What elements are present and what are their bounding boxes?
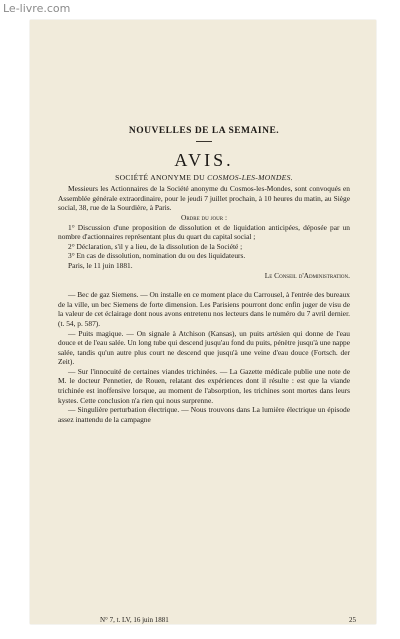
page-footer [100,616,356,624]
avis-heading: AVIS. [174,149,234,170]
news-item-trichina: — Sur l'innocuité de certaines viandes trichinées. — La Gazette médicale publie une note de M. le docteur Pennetier, de Rouen, relatant des expériences dont il résulte : est que la viande trichinée est inoffensive lorsque, au moment de l'absorption, les trichines sont mortes dans leurs kystes. Cette conclusion n'a rien qui nous surprenne. [58,366,350,405]
news-item-electric: — Singulière perturbation électrique. — Nous trouvons dans La lumière électrique un épisode assez inattendu de la campagne [58,405,350,424]
notice-date: Paris, le 11 juin 1881. [68,260,133,270]
spacer [58,280,350,290]
company-prefix: SOCIÉTÉ ANONYME DU [115,172,205,182]
agenda-item-1: 1° Discussion d'une proposition de dissolution et de liquidation anticipées, déposée par un nombre d'actionnaires représentant plus du quart du capital social ; [58,222,350,242]
issue-info: N° 7, t. LV, 16 juin 1881 [100,616,169,624]
news-item-magic-well: — Puits magique. — On signale à Atchison (Kansas), un puits artésien qui donne de l'eau douce et de l'eau salée. Un long tube qui descend jusqu'au fond du puits, pénètre jusqu'à une nappe salée, tandis qu'un autre plus court ne descend que jusqu'à une veine d'eau douce (Fortsch. der Zeit). [58,328,350,367]
company-name: COSMOS-LES-MONDES. [207,172,293,182]
news-item-gas-lamp: — Bec de gaz Siemens. — On installe en ce moment place du Carrousel, à l'entrée des bureaux de la ville, un bec Siemens de forte dimension. Les Parisiens pourront donc enfin juger de visu de la valeur de cet éclairage dont nous avons entretenu nos lecteurs dans le numéro du 7 avril dernier. (t. 54, p. 587). [58,290,350,328]
agenda-item-2: 2° Déclaration, s'il y a lieu, de la dissolution de la Société ; [68,241,243,251]
text-column [58,127,350,424]
watermark: Le-livre.com [3,2,71,15]
notice-paragraph: Messieurs les Actionnaires de la Société anonyme du Cosmos-les-Mondes, sont convoqués en Assemblée générale extraordinaire, pour le jeudi 7 juillet prochain, à 10 heures du matin, au Siège social, 38, rue de la Sourdière, à Paris. [58,184,350,213]
document-page [30,20,376,624]
notice-signature: Le Conseil d'Administration. [264,270,350,280]
agenda-item-3: 3° En cas de dissolution, nomination du ou des liquidateurs. [68,251,246,261]
company-heading [58,173,350,183]
agenda-title: Ordre du jour : [181,212,227,222]
title-rule [196,141,212,142]
page-number: 25 [349,616,356,624]
section-title: NOUVELLES DE LA SEMAINE. [128,126,280,136]
